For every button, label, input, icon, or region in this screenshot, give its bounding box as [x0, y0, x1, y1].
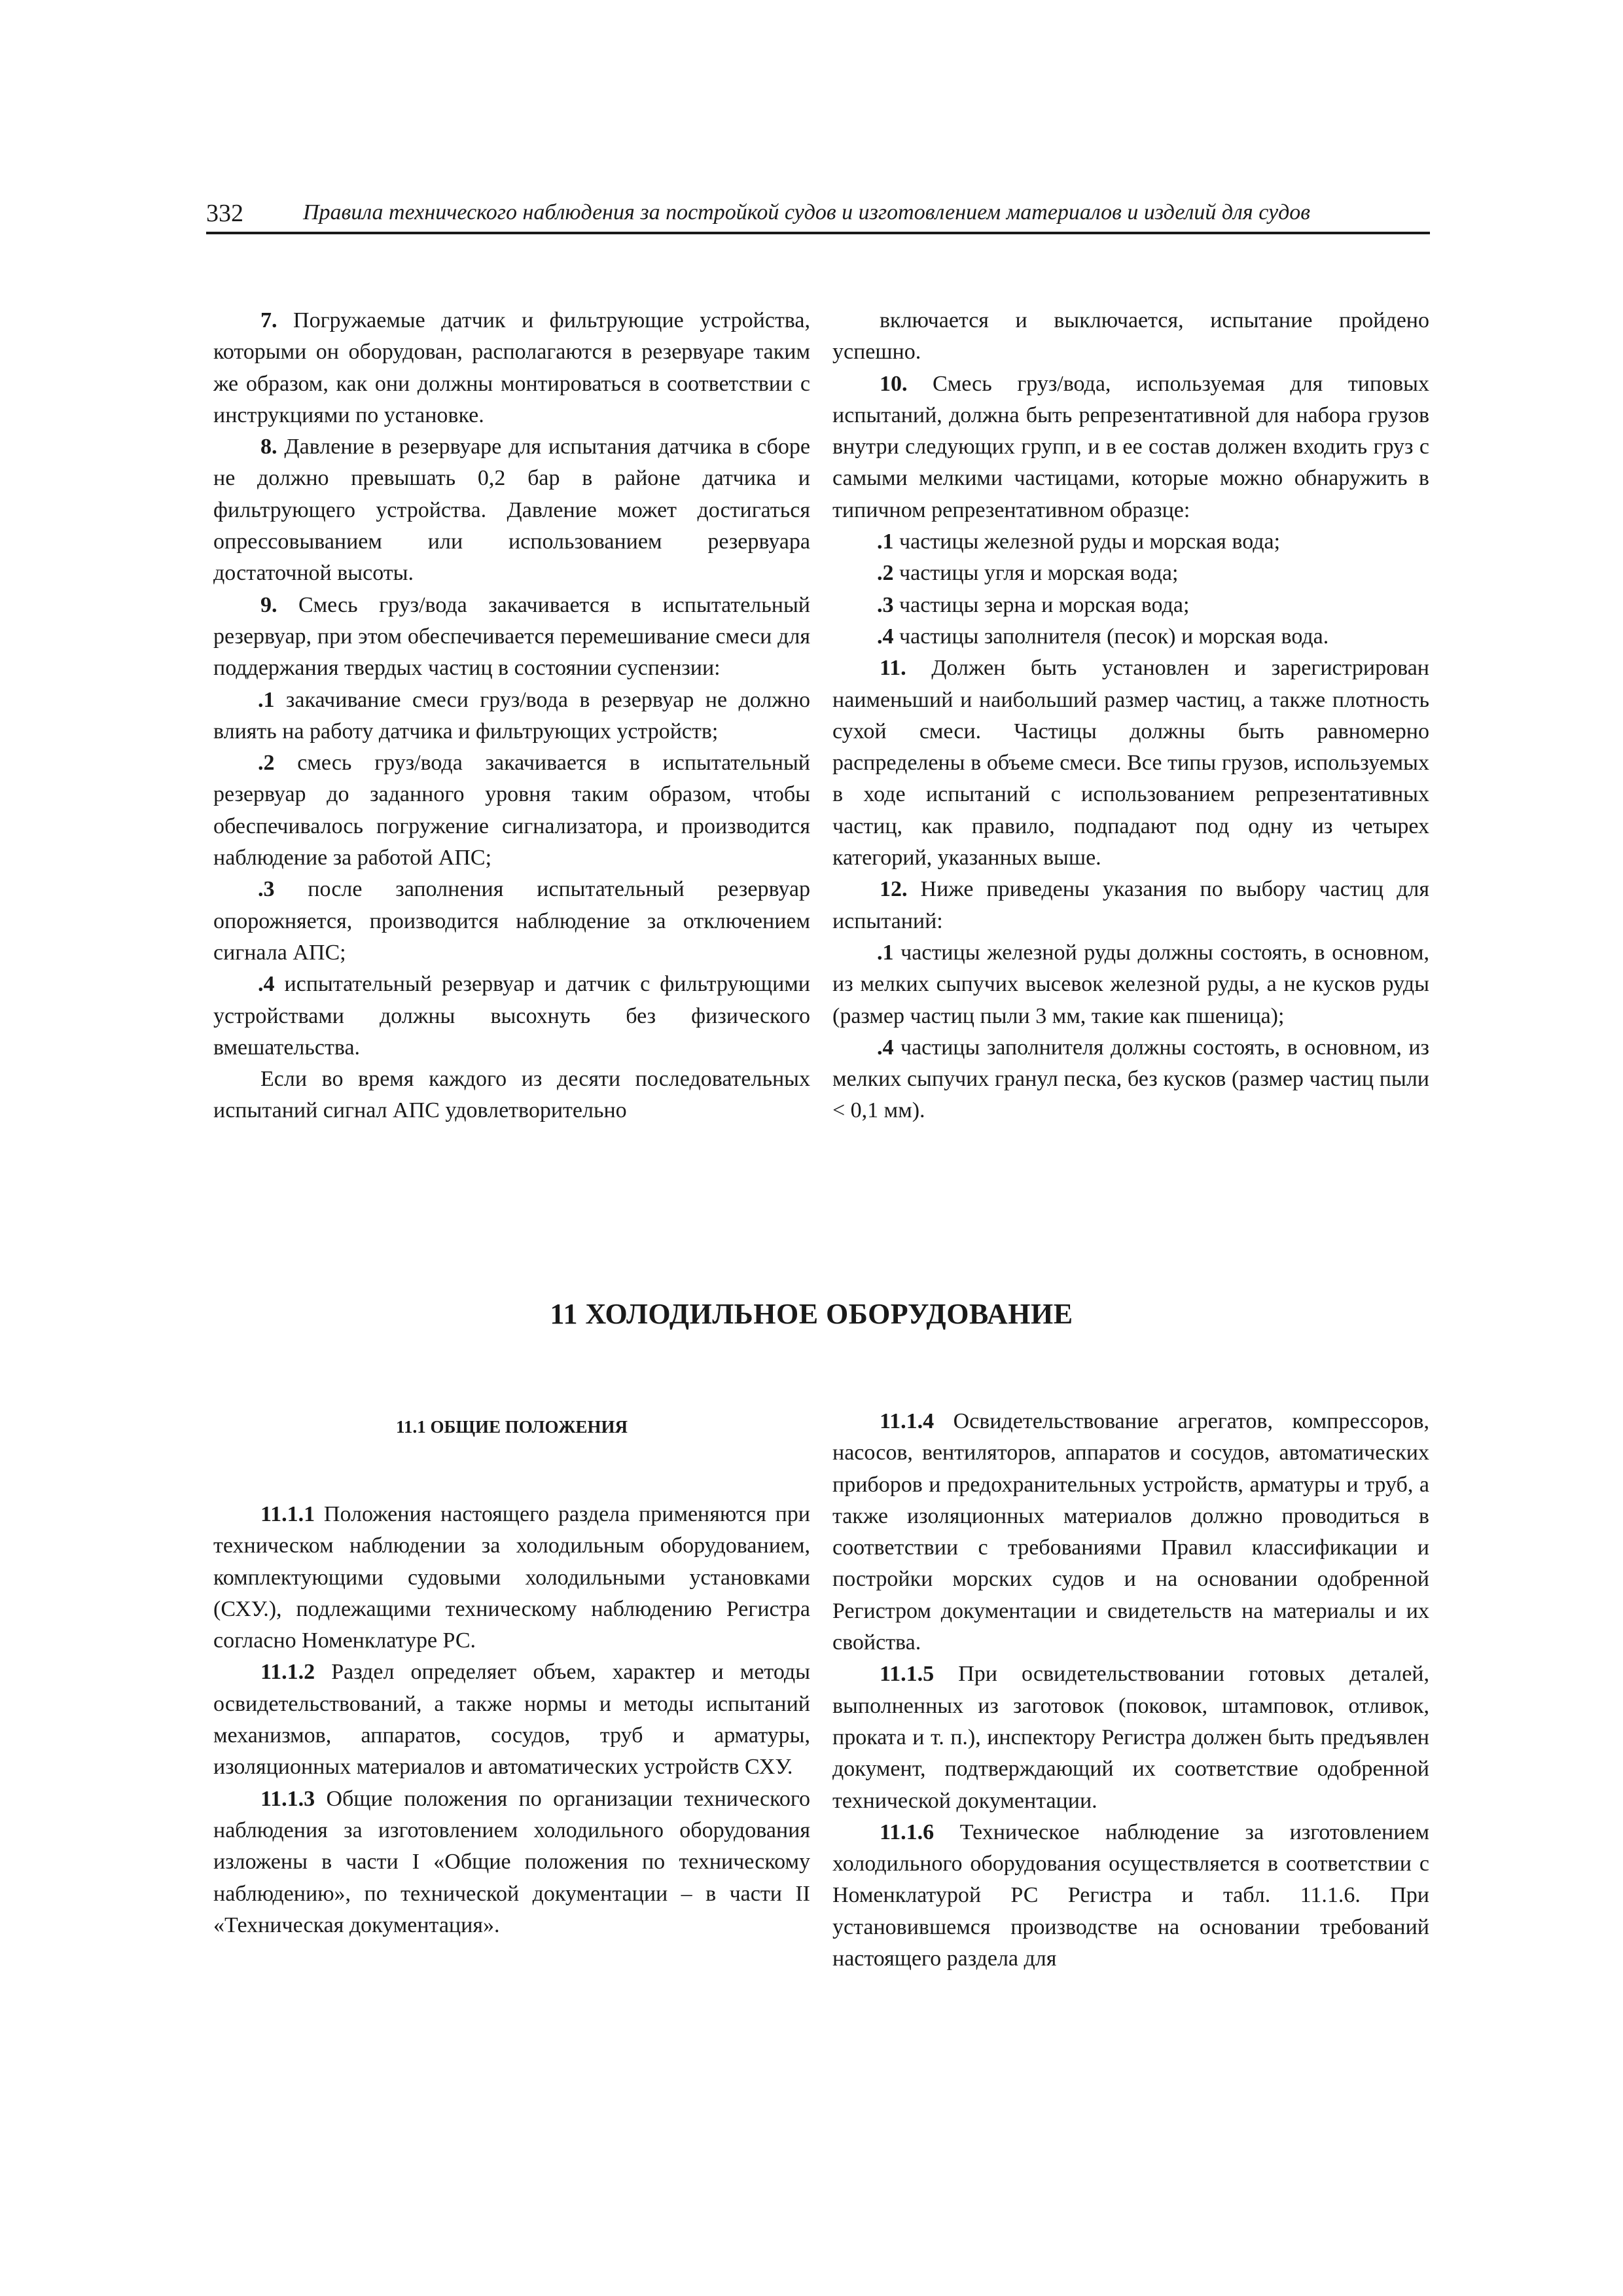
paragraph-text: после заполнения испытательный резервуар опорожняется, производится наблюдение за отключением сигнала АПС;	[213, 877, 810, 965]
paragraph-number: .1	[877, 529, 894, 554]
paragraph-text: Раздел определяет объем, характер и методы освидетельствований, а также нормы и методы испытаний механизмов, аппаратов, сосудов, труб и арматуры, изоляционных материалов и автоматических устройств СХУ.	[213, 1660, 810, 1780]
paragraph-number: 10.	[880, 371, 908, 396]
chapter-title: 11 ХОЛОДИЛЬНОЕ ОБОРУДОВАНИЕ	[550, 1298, 1073, 1330]
paragraph	[213, 747, 810, 874]
paragraph-number: 11.1.6	[880, 1820, 935, 1844]
left-column-bottom	[213, 1499, 810, 1941]
paragraph-text: Давление в резервуаре для испытания датчика в сборе не должно превышать 0,2 бар в районе датчика и фильтрующего устройства. Давление может достигаться опрессовыванием или использованием резервуара достаточной высоты.	[213, 435, 810, 586]
paragraph-number: 11.1.1	[260, 1502, 315, 1526]
paragraph-number: 11.1.4	[880, 1409, 935, 1433]
paragraph-number: .2	[258, 751, 275, 776]
page-header	[206, 196, 1430, 236]
paragraph-number: 8.	[260, 435, 277, 459]
paragraph-number: .4	[258, 972, 275, 997]
left-column-top	[213, 305, 810, 1127]
paragraph-text: Если во время каждого из десяти последовательных испытаний сигнал АПС удовлетворительно	[213, 1067, 810, 1123]
paragraph-text: Ниже приведены указания по выбору частиц для испытаний:	[832, 877, 1429, 933]
paragraph	[213, 685, 810, 748]
paragraph	[213, 590, 810, 685]
paragraph	[832, 1659, 1429, 1816]
paragraph-text: испытательный резервуар и датчик с фильтрующими устройствами должны высохнуть без физического вмешательства.	[213, 972, 810, 1060]
paragraph	[213, 874, 810, 969]
paragraph	[832, 526, 1429, 558]
paragraph-number: .4	[877, 1035, 894, 1060]
page-number: 332	[206, 200, 243, 227]
paragraph-text: частицы железной руды и морская вода;	[893, 529, 1281, 554]
paragraph-number: 11.1.2	[260, 1660, 315, 1685]
paragraph-number: 12.	[880, 877, 908, 902]
paragraph-number: 9.	[260, 592, 277, 617]
paragraph-number: 11.1.3	[260, 1786, 315, 1811]
paragraph	[832, 874, 1429, 937]
paragraph	[832, 621, 1429, 653]
paragraph-text: закачивание смеси груз/вода в резервуар не должно влиять на работу датчика и фильтрующих устройств;	[213, 687, 810, 744]
paragraph-text: Освидетельствование агрегатов, компрессоров, насосов, вентиляторов, аппаратов и сосудов, автоматических приборов и предохранительных устройств, арматуры и труб, а также изоляционных материалов должно проводиться в соответствии с требованиями Правил классификации и постройки морских судов и на основании одобренной Регистром документации и свидетельств на материалы и их свойства.	[832, 1409, 1429, 1655]
paragraph-number: .4	[877, 624, 894, 649]
paragraph	[832, 590, 1429, 621]
paragraph-number: .1	[877, 940, 894, 965]
paragraph	[213, 1499, 810, 1657]
subsection-title: 11.1 ОБЩИЕ ПОЛОЖЕНИЯ	[395, 1417, 628, 1437]
paragraph-text: Смесь груз/вода закачивается в испытательный резервуар, при этом обеспечивается перемешивание смеси для поддержания твердых частиц в состоянии суспензии:	[213, 592, 810, 681]
paragraph	[213, 305, 810, 431]
paragraph	[213, 1784, 810, 1941]
paragraph-number: .3	[258, 877, 275, 902]
paragraph	[832, 1032, 1429, 1127]
paragraph	[213, 1657, 810, 1783]
paragraph	[832, 1817, 1429, 1975]
paragraph	[213, 431, 810, 589]
paragraph	[213, 1064, 810, 1127]
paragraph-number: .2	[877, 561, 894, 586]
paragraph-number: .3	[877, 592, 894, 617]
header-rule	[206, 232, 1430, 234]
paragraph-text: При освидетельствовании готовых деталей, выполненных из заготовок (поковок, штамповок, отливок, проката и т. п.), инспектору Регистра должен быть предъявлен документ, подтверждающий их соответствие одобренной технической документации.	[832, 1662, 1429, 1813]
running-title: Правила технического наблюдения за постройкой судов и изготовлением материалов и изделий для судов	[303, 200, 1311, 224]
paragraph-text: частицы угля и морская вода;	[893, 561, 1179, 586]
paragraph-text: Положения настоящего раздела применяются при техническом наблюдении за холодильным оборудованием, комплектующими судовыми холодильными установками (СХУ.), подлежащими техническому наблюдению Регистра согласно Номенклатуре РС.	[213, 1502, 810, 1653]
paragraph-text: Погружаемые датчик и фильтрующие устройства, которыми он оборудован, располагаются в резервуаре таким же образом, как они должны монтироваться в соответствии с инструкциями по установке.	[213, 308, 810, 427]
paragraph-number: 11.	[880, 656, 906, 681]
paragraph-number: .1	[258, 687, 275, 712]
paragraph	[832, 305, 1429, 368]
paragraph	[832, 558, 1429, 589]
right-column-top	[832, 305, 1429, 1127]
paragraph-text: включается и выключается, испытание пройдено успешно.	[832, 308, 1429, 365]
paragraph	[832, 937, 1429, 1032]
paragraph-number: 7.	[260, 308, 277, 332]
paragraph-text: Смесь груз/вода, используемая для типовых испытаний, должна быть репрезентативной для набора грузов внутри следующих групп, и в ее состав должен входить груз с самыми мелкими частицами, которые можно обнаружить в типичном репрезентативном образце:	[832, 371, 1429, 522]
paragraph-text: Техническое наблюдение за изготовлением холодильного оборудования осуществляется в соответствии с Номенклатурой РС Регистра и табл. 11.1.6. При установившемся производстве на основании требований настоящего раздела для	[832, 1820, 1429, 1971]
right-column-bottom	[832, 1406, 1429, 1975]
paragraph-text: частицы заполнителя (песок) и морская вода.	[893, 624, 1329, 649]
paragraph	[832, 368, 1429, 526]
paragraph	[213, 969, 810, 1064]
paragraph-text: частицы зерна и морская вода;	[893, 592, 1190, 617]
paragraph-number: 11.1.5	[880, 1662, 935, 1687]
paragraph	[832, 1406, 1429, 1659]
paragraph-text: Общие положения по организации технического наблюдения за изготовлением холодильного оборудования изложены в части I «Общие положения по техническому наблюдению», по технической документации – в части II «Техническая документация».	[213, 1786, 810, 1937]
paragraph-text: Должен быть установлен и зарегистрирован наименьший и наибольший размер частиц, а также плотность сухой смеси. Частицы должны быть равномерно распределены в объеме смеси. Все типы грузов, используемых в ходе испытаний с использованием репрезентативных частиц, как правило, подпадают под одну из четырех категорий, указанных выше.	[832, 656, 1429, 870]
paragraph-text: частицы заполнителя должны состоять, в основном, из мелких сыпучих гранул песка, без кусков (размер частиц пыли < 0,1 мм).	[832, 1035, 1429, 1123]
paragraph-text: смесь груз/вода закачивается в испытательный резервуар до заданного уровня таким образом, чтобы обеспечивалось погружение сигнализатора, и производится наблюдение за работой АПС;	[213, 751, 810, 870]
paragraph	[832, 653, 1429, 874]
paragraph-text: частицы железной руды должны состоять, в основном, из мелких сыпучих высевок железной руды, а не кусков руды (размер частиц пыли 3 мм, такие как пшеница);	[832, 940, 1429, 1028]
